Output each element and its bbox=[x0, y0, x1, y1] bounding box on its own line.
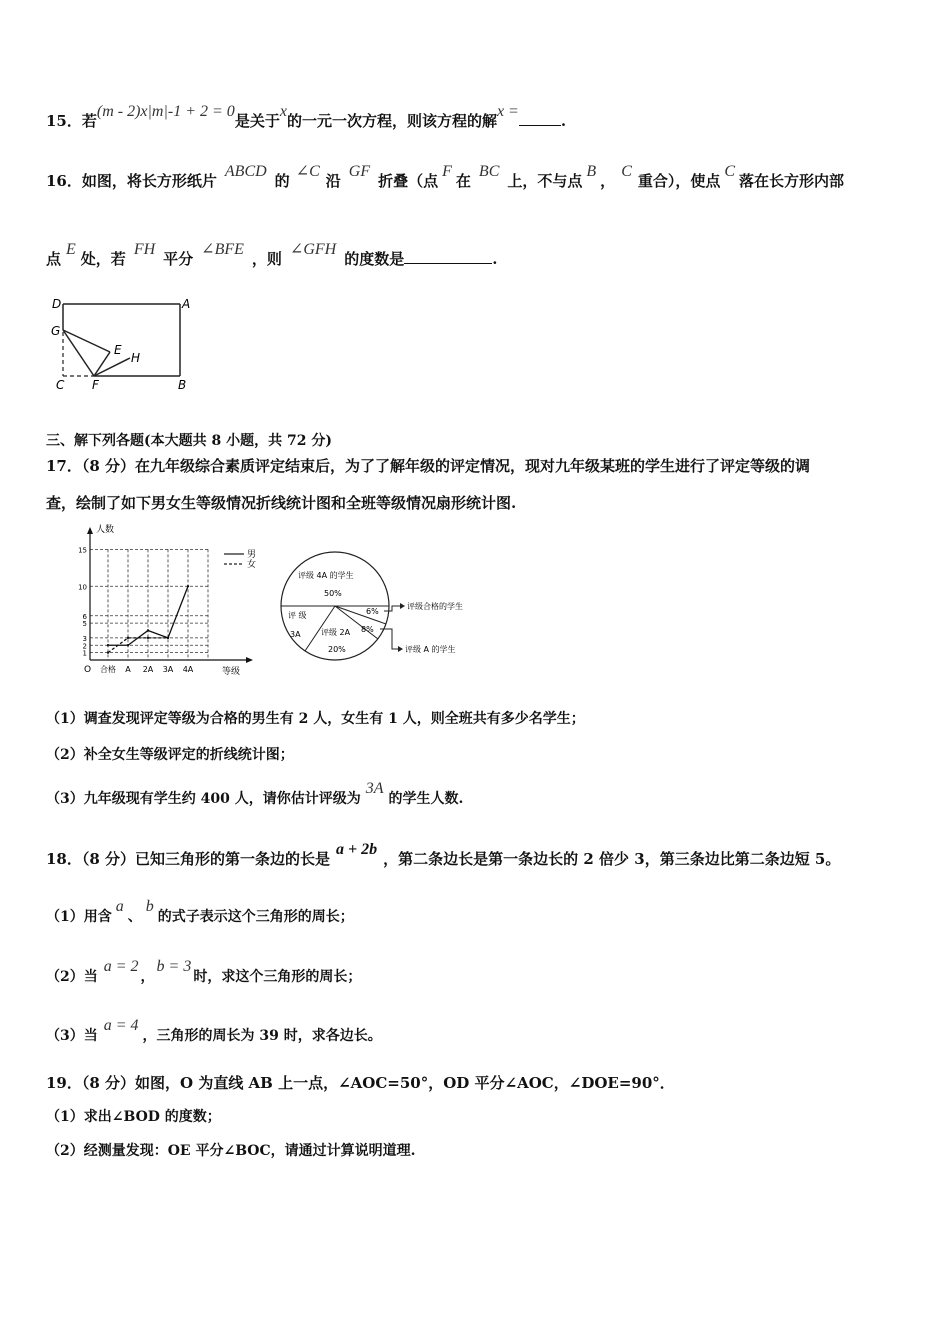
y-tick-label: 6 bbox=[82, 612, 87, 621]
q18-text: 的式子表示这个三角形的周长； bbox=[157, 909, 354, 925]
question-number: 15． bbox=[46, 112, 82, 130]
question-17-part3 bbox=[46, 780, 464, 808]
slice-2a-label: 评级 2A bbox=[321, 628, 351, 637]
y-tick-label: 1 bbox=[82, 649, 87, 658]
value-a: a = 2 bbox=[103, 958, 139, 975]
y-tick-label: 15 bbox=[78, 546, 87, 555]
data-point bbox=[127, 644, 129, 646]
variable-x: x bbox=[279, 103, 287, 120]
segment-bc: BC bbox=[478, 163, 500, 180]
data-point bbox=[187, 585, 189, 587]
variable-a: a bbox=[115, 898, 124, 915]
slice-3a-label: 评 级 bbox=[288, 611, 307, 620]
q15-text: 若 bbox=[81, 112, 97, 130]
label-c: C bbox=[56, 378, 65, 392]
data-point bbox=[127, 637, 129, 639]
q15-text: 是关于 bbox=[234, 112, 280, 130]
legend-female-label: 女 bbox=[247, 560, 257, 570]
q16-text: 点 bbox=[46, 250, 62, 268]
question-17-part1: （1）调查发现评定等级为合格的男生有 2 人，女生有 1 人，则全班共有多少名学生； bbox=[46, 711, 585, 727]
chart-legend bbox=[224, 549, 256, 570]
x-tick-label: 4A bbox=[182, 665, 194, 674]
q16-text: 落在长方形内部 bbox=[739, 172, 845, 190]
q18-text: 时，求这个三角形的周长； bbox=[193, 969, 362, 985]
slice-4a-label: 评级 4A 的学生 bbox=[298, 571, 354, 580]
answer-blank bbox=[404, 263, 492, 264]
q16-text: ， bbox=[600, 172, 616, 190]
q18-text: （1）用含 bbox=[46, 909, 112, 925]
q15-text: . bbox=[560, 112, 567, 130]
label-f: F bbox=[92, 378, 99, 392]
label-b: B bbox=[178, 378, 187, 392]
q17-text: 的学生人数. bbox=[388, 791, 464, 807]
label-e: E bbox=[114, 343, 122, 357]
data-point bbox=[147, 629, 149, 631]
data-point bbox=[167, 637, 169, 639]
q16-text: 重合），使点 bbox=[637, 172, 721, 190]
question-19-part2: （2）经测量发现：OE 平分∠BOC，请通过计算说明道理. bbox=[46, 1143, 416, 1159]
q18-text: （3）当 bbox=[46, 1028, 98, 1044]
origin-label: O bbox=[84, 665, 92, 675]
chart-axes bbox=[87, 527, 253, 663]
question-17-part2: （2）补全女生等级评定的折线统计图； bbox=[46, 747, 294, 763]
angle-c: ∠C bbox=[295, 163, 320, 180]
expression-a-plus-2b: a + 2b bbox=[336, 841, 378, 858]
q18-text: ， bbox=[140, 969, 155, 985]
point-e: E bbox=[66, 241, 76, 258]
q18-text: ，三角形的周长为 39 时，求各边长。 bbox=[142, 1028, 382, 1044]
slice-pass-percent: 6% bbox=[366, 607, 379, 616]
callout-a-arrow bbox=[398, 646, 403, 652]
section-title: 三、解下列各题(本大题共 8 小题，共 72 分) bbox=[46, 433, 332, 449]
segment-fh: FH bbox=[133, 241, 156, 258]
x-tick-label: 合格 bbox=[100, 665, 116, 674]
answer-lhs: x = bbox=[496, 103, 519, 120]
question-15 bbox=[46, 103, 567, 131]
line-chart bbox=[72, 522, 262, 682]
q16-text: 处，若 bbox=[80, 250, 126, 268]
chart-ticks bbox=[78, 546, 194, 674]
q16-text: ，则 bbox=[251, 250, 282, 268]
y-tick-label: 2 bbox=[82, 642, 87, 651]
grade-3a: 3A bbox=[365, 780, 384, 797]
callout-pass-label: 评级合格的学生 bbox=[407, 602, 463, 611]
value-a: a = 4 bbox=[103, 1017, 139, 1034]
q16-text: 折叠（点 bbox=[378, 172, 439, 190]
q16-text: 平分 bbox=[163, 250, 194, 268]
x-axis-arrow bbox=[246, 657, 253, 663]
variable-b: b bbox=[145, 898, 154, 915]
slice-a-percent: 8% bbox=[361, 625, 374, 634]
label-d: D bbox=[52, 297, 62, 311]
question-18-part2 bbox=[46, 958, 362, 986]
y-tick-label: 10 bbox=[78, 583, 87, 592]
x-tick-label: 3A bbox=[162, 665, 174, 674]
callout-pass-arrow bbox=[400, 603, 405, 609]
angle-bfe: ∠BFE bbox=[201, 241, 244, 258]
slice-4a-percent: 50% bbox=[324, 589, 342, 598]
y-axis-label: 人数 bbox=[96, 525, 115, 535]
q16-text: 在 bbox=[455, 172, 471, 190]
q18-text: 、 bbox=[127, 909, 142, 925]
point-c: C bbox=[724, 163, 736, 180]
q16-text: 沿 bbox=[325, 172, 341, 190]
figure-16-rectangle bbox=[44, 292, 204, 394]
segment-gf: GF bbox=[348, 163, 371, 180]
data-point bbox=[107, 651, 109, 653]
question-19-part1: （1）求出∠BOD 的度数； bbox=[46, 1109, 221, 1125]
slice-3a-label-2: 3A bbox=[290, 630, 301, 639]
q18-text: ，第二条边长是第一条边长的 2 倍少 3，第三条边比第二条边短 5。 bbox=[383, 850, 841, 868]
point-f: F bbox=[442, 163, 452, 180]
q18-text: 18．（8 分）已知三角形的第一条边的长是 bbox=[46, 850, 331, 868]
question-number: 16． bbox=[46, 172, 82, 190]
question-18-part3 bbox=[46, 1017, 382, 1045]
q16-text: 上，不与点 bbox=[507, 172, 583, 190]
x-tick-label: A bbox=[125, 665, 131, 674]
question-19: 19．（8 分）如图，O 为直线 AB 上一点，∠AOC=50°，OD 平分∠AOC，∠DOE=90°． bbox=[46, 1074, 675, 1092]
y-axis-arrow bbox=[87, 527, 93, 534]
callout-pass-line bbox=[384, 606, 400, 611]
question-17-line1: 17．（8 分）在九年级综合素质评定结束后，为了了解年级的评定情况，现对九年级某班的学生进行了评定等级的调 bbox=[46, 457, 811, 475]
question-17-line2: 查，绘制了如下男女生等级情况折线统计图和全班等级情况扇形统计图. bbox=[46, 494, 517, 512]
value-b: b = 3 bbox=[156, 958, 192, 975]
pie-chart bbox=[276, 548, 486, 664]
x-tick-label: 2A bbox=[142, 665, 154, 674]
point-b: B bbox=[586, 163, 597, 180]
angle-gfh: ∠GFH bbox=[289, 241, 337, 258]
q16-text: 的 bbox=[274, 172, 290, 190]
data-point bbox=[107, 644, 109, 646]
data-point bbox=[147, 637, 149, 639]
q16-text: 的度数是 bbox=[344, 250, 405, 268]
label-a: A bbox=[182, 297, 191, 311]
legend-male-label: 男 bbox=[247, 550, 257, 560]
equation: (m - 2)x|m|-1 + 2 = 0 bbox=[96, 103, 235, 120]
q16-text: . bbox=[492, 250, 498, 268]
label-g: G bbox=[51, 324, 61, 338]
rect-abcd: ABCD bbox=[224, 163, 267, 180]
x-axis-label: 等级 bbox=[222, 667, 241, 677]
q18-text: （2）当 bbox=[46, 969, 98, 985]
label-h: H bbox=[131, 351, 141, 365]
callout-a-label: 评级 A 的学生 bbox=[405, 645, 456, 654]
question-18-part1 bbox=[46, 898, 354, 926]
question-18 bbox=[46, 841, 841, 869]
q17-text: （3）九年级现有学生约 400 人，请你估计评级为 bbox=[46, 791, 361, 807]
y-tick-label: 3 bbox=[82, 634, 87, 643]
point-c: C bbox=[621, 163, 632, 180]
y-tick-label: 5 bbox=[82, 620, 87, 629]
question-16 bbox=[46, 163, 845, 191]
answer-blank bbox=[519, 125, 561, 126]
question-16-line2 bbox=[46, 241, 498, 269]
slice-2a-percent: 20% bbox=[328, 645, 346, 654]
q15-text: 的一元一次方程，则该方程的解 bbox=[286, 112, 497, 130]
chart-grid bbox=[90, 549, 210, 660]
q16-text: 如图，将长方形纸片 bbox=[81, 172, 217, 190]
